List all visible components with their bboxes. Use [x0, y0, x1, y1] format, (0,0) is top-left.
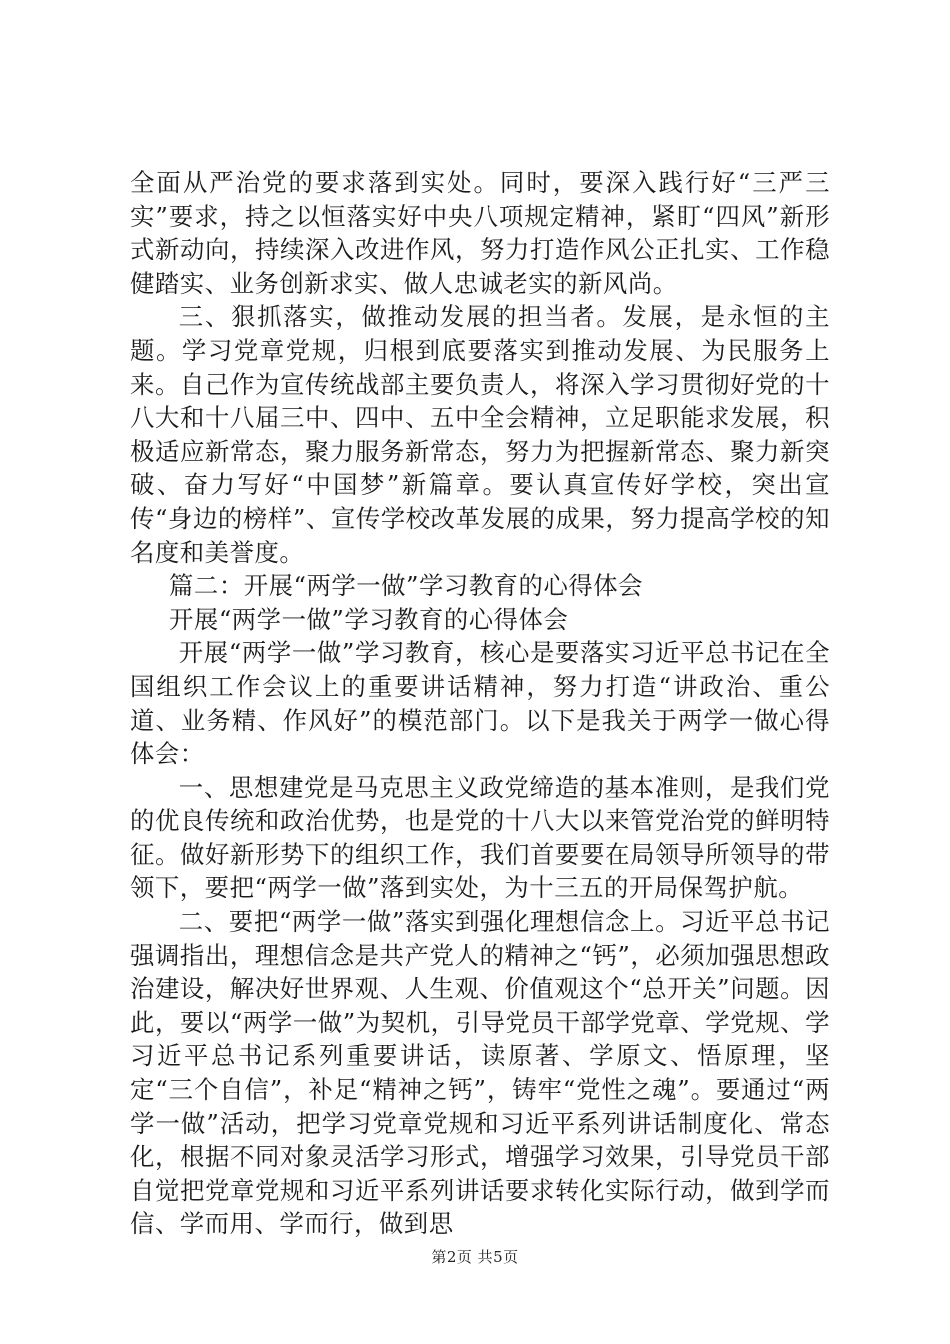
article-title: 开展“两学一做”学习教育的心得体会 — [169, 604, 569, 634]
paragraph-intro: 开展“两学一做”学习教育，核心是要落实习近平总书记在全国组织工作会议上的重要讲话精神，努力打造“讲政治、重公道、业务精、作风好”的模范部门。以下是我关于两学一做心得体会： — [130, 638, 830, 769]
paragraph-section-three: 三、狠抓落实，做推动发展的担当者。发展，是永恒的主题。学习党章党规，归根到底要落实到推动发展、为民服务上来。自己作为宣传统战部主要负责人，将深入学习贯彻好党的十八大和十八届三中、四中、五中全会精神，立足职能求发展，积极适应新常态，聚力服务新常态，努力为把握新常态、聚力新突破、奋力写好“中国梦”新篇章。要认真宣传好学校，突出宣传“身边的榜样”、宣传学校改革发展的成果，努力提高学校的知名度和美誉度。 — [130, 302, 830, 567]
paragraph-point-two: 二、要把“两学一做”落实到强化理想信念上。习近平总书记强调指出，理想信念是共产党人的精神之“钙”，必须加强思想政治建设，解决好世界观、人生观、价值观这个“总开关”问题。因此，要以“两学一做”为契机，引导党员干部学党章、学党规、学习近平总书记系列重要讲话，读原著、学原文、悟原理，坚定“三个自信”，补足“精神之钙”，铸牢“党性之魂”。要通过“两学一做”活动，把学习党章党规和习近平系列讲话制度化、常态化，根据不同对象灵活学习形式，增强学习效果，引导党员干部自觉把党章党规和习近平系列讲话要求转化实际行动，做到学而信、学而用、学而行，做到思 — [130, 907, 830, 1239]
page-number-footer: 第2页 共5页 — [431, 1248, 519, 1266]
paragraph-continuation: 全面从严治党的要求落到实处。同时，要深入践行好“三严三实”要求，持之以恒落实好中央八项规定精神，紧盯“四风”新形式新动向，持续深入改进作风，努力打造作风公正扎实、工作稳健踏实、业务创新求实、做人忠诚老实的新风尚。 — [130, 168, 830, 298]
document-body — [130, 166, 830, 1241]
article-heading: 篇二：开展“两学一做”学习教育的心得体会 — [169, 571, 644, 601]
paragraph-point-one: 一、思想建党是马克思主义政党缔造的基本准则，是我们党的优良传统和政治优势，也是党的十八大以来管党治党的鲜明特征。做好新形势下的组织工作，我们首要要在局领导所领导的带领下，要把“两学一做”落到实处，为十三五的开局保驾护航。 — [130, 772, 830, 903]
